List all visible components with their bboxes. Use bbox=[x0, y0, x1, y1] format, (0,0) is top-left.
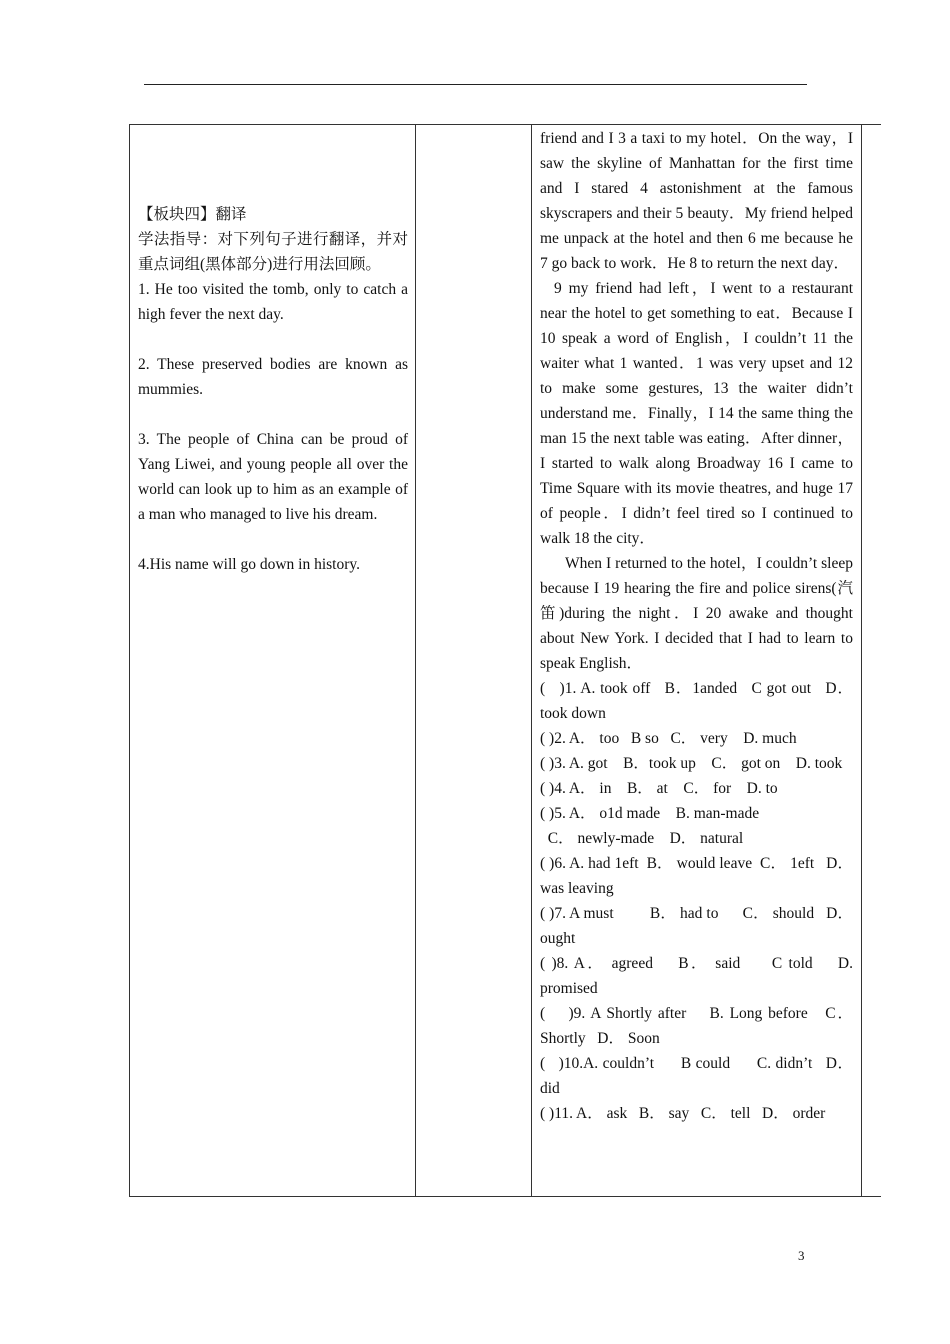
section-title: 【板块四】翻译 bbox=[138, 206, 247, 223]
option-line: ( )8. A． agreed B． said C told D. promised bbox=[540, 955, 857, 997]
sentence-3: 3. The people of China can be proud of Yang Liwei, and young people all over the world can look up to him as an example of a man who managed to live his dream. bbox=[138, 431, 408, 523]
table-border-left bbox=[129, 125, 130, 1196]
option-line: ( )6. A. had 1eft B． would leave C． 1eft D． was leaving bbox=[540, 855, 857, 897]
worksheet-table bbox=[129, 124, 881, 1197]
option-line: ( )7. A must B． had to C． should D． ought bbox=[540, 905, 857, 947]
option-line: ( )2. A． too B so C． very D. much bbox=[540, 730, 797, 747]
passage-paragraph-1: friend and I 3 a taxi to my hotel．On the way，I saw the skyline of Manhattan for the first time and I stared 4 astonishment at the famous skyscrapers and their 5 beauty．My friend helped me unpack at the hotel and then 6 me because he 7 go back to work．He 8 to return the next day． bbox=[540, 130, 853, 272]
sentence-1: 1. He too visited the tomb, only to catch a high fever the next day. bbox=[138, 281, 408, 323]
option-line: ( )9. A Shortly after B. Long before C． Shortly D． Soon bbox=[540, 1005, 857, 1047]
option-line: ( )1. A. took off B．1anded C got out D．took down bbox=[540, 680, 853, 722]
option-line: ( )10.A. couldn’t B could C. didn’t D． did bbox=[540, 1055, 857, 1097]
instruction-text: 学法指导：对下列句子进行翻译，并对重点词组(黑体部分)进行用法回顾。 bbox=[138, 231, 408, 273]
header-rule bbox=[144, 84, 807, 85]
option-line: ( )4. A． in B． at C． for D. to bbox=[540, 780, 778, 797]
option-line: ( )3. A. got B．took up C． got on D. took bbox=[540, 755, 843, 772]
option-line: ( )5. A． o1d made B. man-made bbox=[540, 805, 760, 822]
sentence-2: 2. These preserved bodies are known as mummies. bbox=[138, 356, 408, 398]
passage-paragraph-3: When I returned to the hotel，I couldn’t sleep because I 19 hearing the fire and police sirens(汽笛)during the night．I 20 awake and thought about New York. I decided that I had to learn to speak English． bbox=[540, 555, 853, 672]
table-divider-3 bbox=[861, 125, 862, 1196]
passage-paragraph-2: 9 my friend had left，I went to a restaurant near the hotel to get something to eat．Because I 10 speak a word of English，I couldn’t 11 the waiter what 1 wanted．1 was very upset and 12 to make some gestures, 13 the waiter didn’t understand me．Finally，I 14 the same thing the man 15 the next table was eating．After dinner，I started to walk along Broadway 16 I came to Time Square with its movie theatres, and huge 17 of people．I didn’t feel tired so I continued to walk 18 the city． bbox=[540, 280, 853, 547]
cloze-passage bbox=[540, 126, 857, 1126]
table-divider-2 bbox=[531, 125, 532, 1196]
translation-section bbox=[138, 202, 408, 577]
option-line: ( )11. A． ask B． say C． tell D． order bbox=[540, 1105, 826, 1122]
option-line: C． newly-made D． natural bbox=[540, 830, 744, 847]
table-divider-1 bbox=[415, 125, 416, 1196]
page-number: 3 bbox=[798, 1248, 805, 1263]
sentence-4: 4.His name will go down in history. bbox=[138, 556, 361, 573]
